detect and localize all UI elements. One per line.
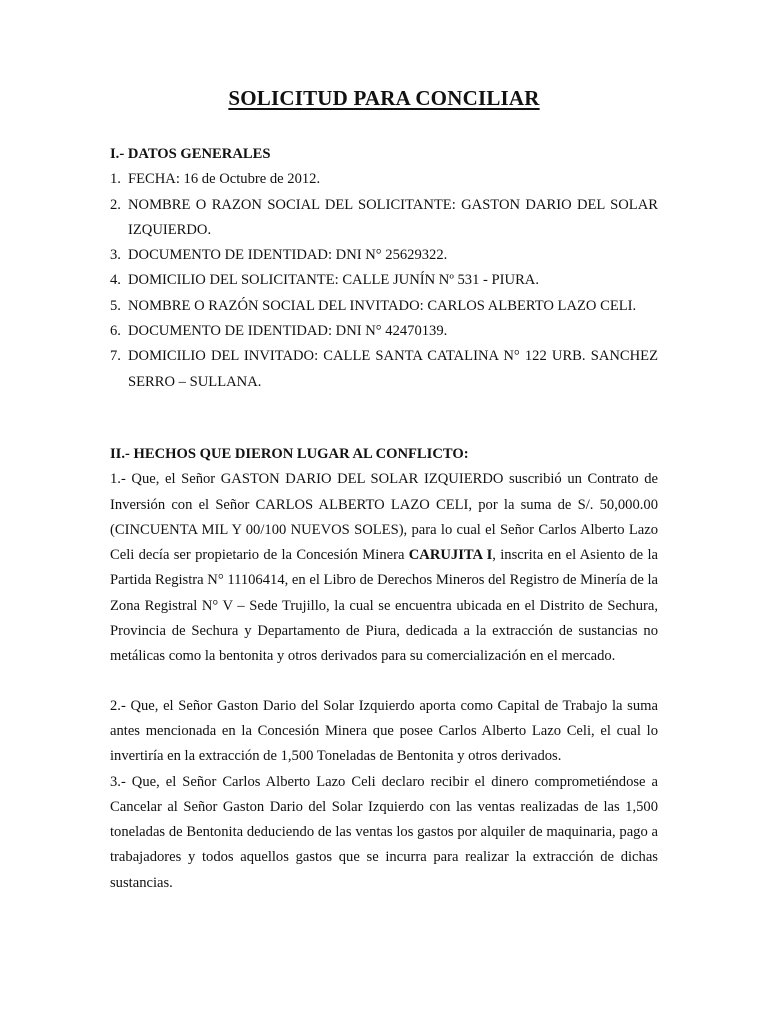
list-item [110,243,658,268]
item-number: 1. [110,171,121,188]
item-text: DOMICILIO DEL SOLICITANTE: CALLE JUNÍN Nº 531 - PIURA. [128,272,539,289]
paragraph-1 [110,467,658,669]
list-item [110,193,658,244]
list-item [110,268,658,293]
section-heading: I.- DATOS GENERALES [110,146,271,162]
section-heading: II.- HECHOS QUE DIERON LUGAR AL CONFLICTO: [110,446,469,462]
item-text: DOCUMENTO DE IDENTIDAD: DNI N° 25629322. [128,247,448,264]
item-number: 7. [110,348,121,365]
concession-name: CARUJITA I [408,547,493,564]
document-title: SOLICITUD PARA CONCILIAR [228,86,540,110]
item-number: 3. [110,247,121,264]
item-number: 5. [110,297,121,314]
item-text: DOMICILIO DEL INVITADO: CALLE SANTA CATALINA N° 122 URB. SANCHEZ SERRO – SULLANA. [128,348,658,390]
paragraph-3: 3.- Que, el Señor Carlos Alberto Lazo Celi declaro recibir el dinero comprometiéndose a Cancelar al Señor Gaston Dario del Solar Izquierdo con las ventas realizadas de las 1,500 toneladas de Bentonita deduciendo de las ventas los gastos por alquiler de maquinaria, pago a trabajadores y todos aquellos gastos que se incurra para realizar la extracción de dichas sustancias. [110,773,658,891]
list-item [110,294,658,319]
item-text: NOMBRE O RAZÓN SOCIAL DEL INVITADO: CARLOS ALBERTO LAZO CELI. [128,297,637,314]
item-number: 2. [110,196,121,213]
list-item [110,319,658,344]
section-hechos [110,442,658,896]
list-item [110,167,658,192]
paragraph-text: 1.- Que, el Señor GASTON DARIO DEL SOLAR IZQUIERDO suscribió un Contrato de Inversión con el Señor CARLOS ALBERTO LAZO CELI, por la suma de S/. 50,000.00 (CINCUENTA MIL Y 00/100 NUEVOS SOLES), para lo cual el Señor Carlos Alberto Lazo Celi decía ser propietario de la Concesión Minera [110,471,658,564]
item-number: 4. [110,272,121,289]
paragraph-gap [110,670,658,694]
item-number: 6. [110,323,121,340]
datos-list [110,167,658,395]
paragraph-text: , inscrita en el Asiento de la Partida Registra N° 11106414, en el Libro de Derechos Mineros del Registro de Minería de la Zona Registral N° V – Sede Trujillo, la cual se encuentra ubicada en el Distrito de Sechura, Provincia de Sechura y Departamento de Piura, dedicada a la extracción de sustancias no metálicas como la bentonita y otros derivados para su comercialización en el mercado. [110,547,658,665]
item-text: FECHA: 16 de Octubre de 2012. [128,171,321,188]
list-item [110,344,658,395]
item-text: NOMBRE O RAZON SOCIAL DEL SOLICITANTE: GASTON DARIO DEL SOLAR IZQUIERDO. [128,196,658,238]
paragraph-2: 2.- Que, el Señor Gaston Dario del Solar Izquierdo aporta como Capital de Trabajo la suma antes mencionada en la Concesión Minera que posee Carlos Alberto Lazo Celi, el cual lo invertiría en la extracción de 1,500 Toneladas de Bentonita y otros derivados. [110,697,658,765]
section-datos-generales [110,142,658,395]
item-text: DOCUMENTO DE IDENTIDAD: DNI N° 42470139. [128,323,448,340]
